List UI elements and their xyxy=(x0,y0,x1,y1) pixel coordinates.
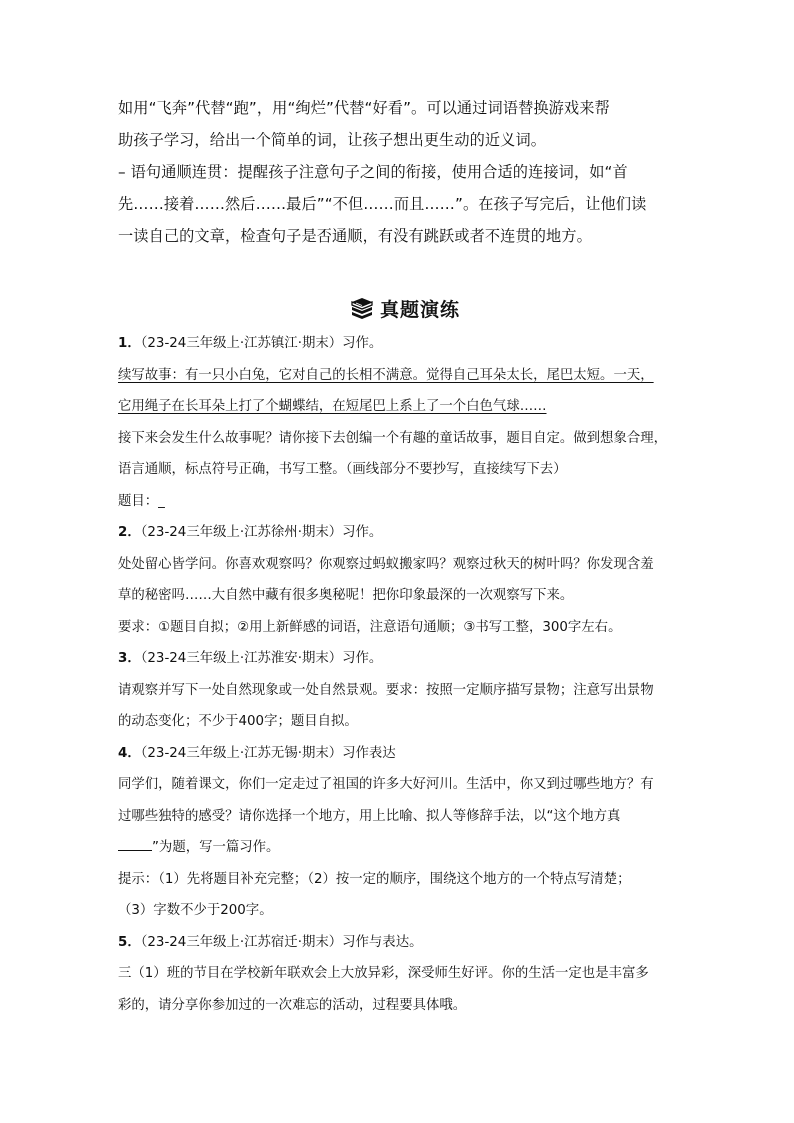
question-5 xyxy=(118,927,692,1022)
intro-line: 一读自己的文章，检查句子是否通顺，有没有跳跃或者不连贯的地方。 xyxy=(118,227,592,245)
question-header xyxy=(118,517,692,549)
question-4 xyxy=(118,738,692,927)
question-text: 处处留心皆学问。你喜欢观察吗？你观察过蚂蚁搬家吗？观察过秋天的树叶吗？你发现含羞 xyxy=(118,556,654,572)
question-text: 接下来会发生什么故事呢？请你接下去创编一个有趣的童话故事，题目自定。做到想象合理， xyxy=(118,430,668,446)
question-source: （23-24三年级上·江苏镇江·期末）习作。 xyxy=(140,336,383,351)
question-text: 草的秘密吗……大自然中藏有很多奥秘呢！把你印象最深的一次观察写下来。 xyxy=(118,588,574,603)
question-source: （23-24三年级上·江苏宿迁·期末）习作与表达。 xyxy=(140,934,423,950)
books-icon xyxy=(350,297,374,319)
question-number: 2． xyxy=(118,525,141,540)
requirements-text: 要求：①题目自拟；②用上新鲜感的词语，注意语句通顺；③书写工整，300字左右。 xyxy=(118,619,622,635)
fill-blank xyxy=(118,836,152,851)
question-text: 的动态变化；不少于400字；题目自拟。 xyxy=(118,714,358,729)
question-source: （23-24三年级上·江苏无锡·期末）习作表达 xyxy=(140,745,396,761)
question-number: 4． xyxy=(118,745,141,761)
underlined-text: 续写故事：有一只小白兔，它对自己的长相不满意。觉得自己耳朵太长，尾巴太短。一天， xyxy=(118,367,654,383)
question-text: 彩的，请分享你参加过的一次难忘的活动，过程要具体哦。 xyxy=(118,997,467,1013)
question-number: 5． xyxy=(118,934,141,950)
intro-line: – 语句通顺连贯：提醒孩子注意句子之间的衔接，使用合适的连接词，如“首 xyxy=(118,163,628,181)
section-header xyxy=(118,288,692,328)
underlined-text: 它用绳子在长耳朵上打了个蝴蝶结，在短尾巴上系上了一个白色气球…… xyxy=(118,399,547,414)
question-header xyxy=(118,738,692,770)
question-text: 请观察并写下一处自然现象或一处自然景观。要求：按照一定顺序描写景物；注意写出景物 xyxy=(118,682,654,698)
title-prompt: 题目：_ xyxy=(118,493,165,509)
question-source: （23-24三年级上·江苏徐州·期末）习作。 xyxy=(140,525,383,540)
question-header xyxy=(118,643,692,675)
intro-paragraph xyxy=(118,92,692,252)
question-3 xyxy=(118,643,692,738)
question-text xyxy=(118,832,692,864)
question-source: （23-24三年级上·江苏淮安·期末）习作。 xyxy=(140,651,383,666)
question-number: 3． xyxy=(118,651,141,666)
question-1 xyxy=(118,328,692,517)
intro-line: 助孩子学习，给出一个简单的词，让孩子想出更生动的近义词。 xyxy=(118,131,547,149)
question-text: 同学们，随着课文，你们一定走过了祖国的许多大好河川。生活中，你又到过哪些地方？有 xyxy=(118,777,654,792)
blank-suffix: ”为题，写一篇习作。 xyxy=(152,840,280,855)
intro-line: 先……接着……然后……最后”“不但……而且……”。在孩子写完后，让他们读 xyxy=(118,195,647,213)
document-page xyxy=(118,92,692,1021)
hint-text: 提示：（1）先将题目补充完整；（2）按一定的顺序，围绕这个地方的一个特点写清楚； xyxy=(118,871,631,887)
question-text: 三（1）班的节目在学校新年联欢会上大放异彩，深受师生好评。你的生活一定也是丰富多 xyxy=(118,966,649,981)
hint-text: （3）字数不少于200字。 xyxy=(118,903,273,918)
question-header xyxy=(118,927,692,959)
question-text: 语言通顺，标点符号正确，书写工整。（画线部分不要抄写，直接续写下去） xyxy=(118,462,567,477)
question-2 xyxy=(118,517,692,643)
question-header xyxy=(118,328,692,360)
section-title: 真题演练 xyxy=(379,298,460,321)
intro-line: 如用“飞奔”代替“跑”，用“绚烂”代替“好看”。可以通过词语替换游戏来帮 xyxy=(118,99,610,117)
question-number: 1． xyxy=(118,336,141,351)
question-text: 过哪些独特的感受？请你选择一个地方，用上比喻、拟人等修辞手法，以“这个地方真 xyxy=(118,808,621,824)
